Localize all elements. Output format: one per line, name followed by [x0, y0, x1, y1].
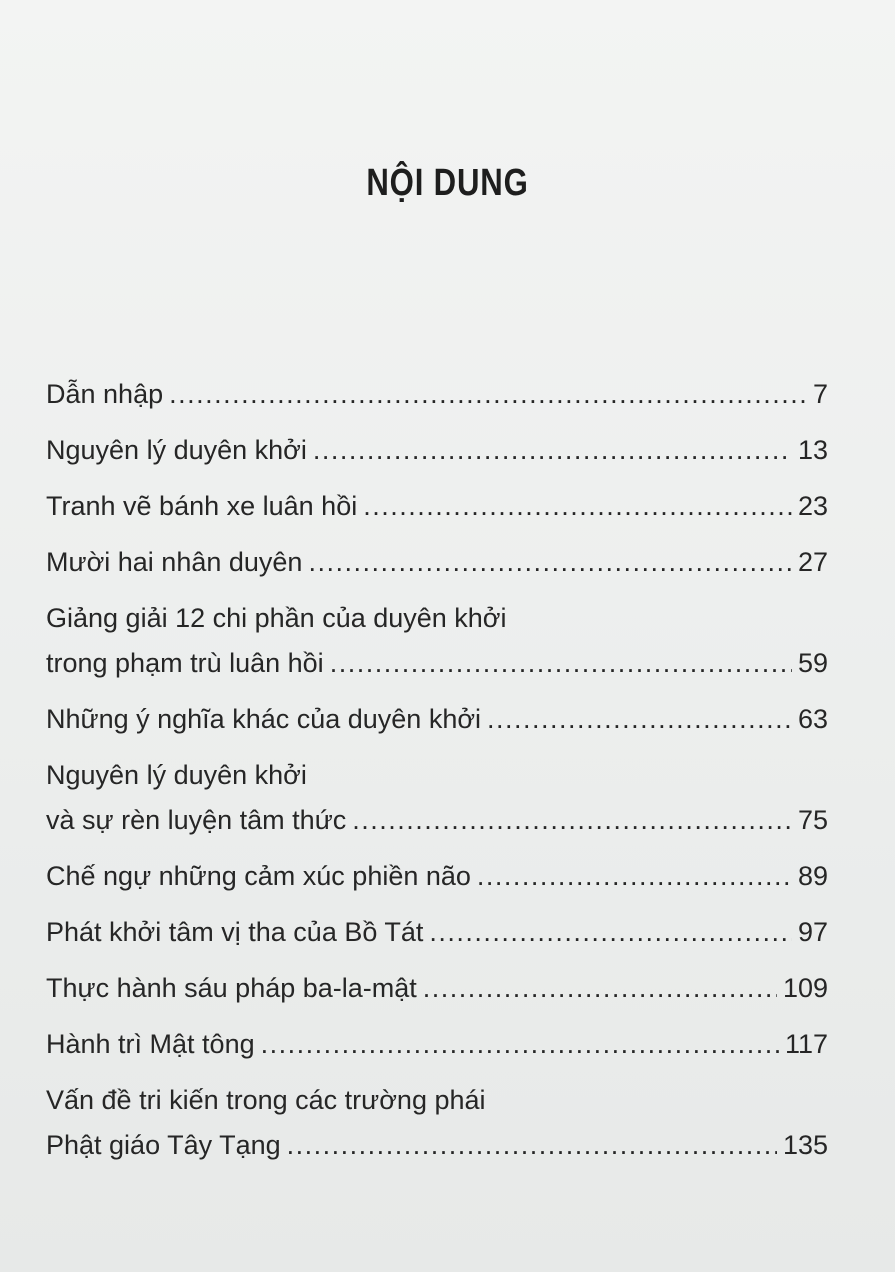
- toc-entry: [46, 428, 828, 473]
- toc-entry-label: trong phạm trù luân hồi: [46, 648, 324, 678]
- toc-page-number: 89: [797, 861, 828, 891]
- dot-leader: [477, 854, 792, 899]
- toc-entry-label-line1: Nguyên lý duyên khởi: [46, 760, 307, 790]
- toc-entry: [46, 596, 828, 686]
- toc-entry-label: Những ý nghĩa khác của duyên khởi: [46, 704, 482, 734]
- toc-entry: [46, 372, 828, 417]
- dot-leader: [429, 910, 792, 955]
- toc-entry-label: Chế ngự những cảm xúc phiền não: [46, 861, 471, 891]
- toc-entry-label: Phát khởi tâm vị tha của Bồ Tát: [46, 917, 424, 947]
- toc-page-number: 109: [782, 973, 828, 1003]
- toc-entry: [46, 753, 828, 843]
- dot-leader: [423, 966, 777, 1011]
- toc-entry: [46, 697, 828, 742]
- toc-entry-label: Thực hành sáu pháp ba-la-mật: [46, 973, 417, 1003]
- dot-leader: [313, 428, 792, 473]
- toc-entry: [46, 484, 828, 529]
- toc-entry-label: Dẫn nhập: [46, 379, 164, 409]
- toc-entry-label: Nguyên lý duyên khởi: [46, 435, 307, 465]
- toc-entry: [46, 854, 828, 899]
- toc-page-number: 135: [782, 1130, 828, 1160]
- dot-leader: [330, 641, 792, 686]
- toc-entry-label: Mười hai nhân duyên: [46, 547, 303, 577]
- toc-entry-label: Tranh vẽ bánh xe luân hồi: [46, 491, 358, 521]
- toc-entry: [46, 1022, 828, 1067]
- toc-entry-label: và sự rèn luyện tâm thức: [46, 805, 347, 835]
- table-of-contents: [46, 372, 828, 1179]
- dot-leader: [363, 484, 792, 529]
- toc-entry: [46, 1078, 828, 1168]
- dot-leader: [169, 372, 807, 417]
- toc-entry-label: Hành trì Mật tông: [46, 1029, 255, 1059]
- dot-leader: [352, 798, 792, 843]
- toc-entry-label-line1: Giảng giải 12 chi phần của duyên khởi: [46, 603, 507, 633]
- toc-entry-label: Phật giáo Tây Tạng: [46, 1130, 281, 1160]
- toc-page-number: 13: [797, 435, 828, 465]
- toc-page-number: 75: [797, 805, 828, 835]
- toc-page-number: 23: [797, 491, 828, 521]
- toc-entry-label-line1: Vấn đề tri kiến trong các trường phái: [46, 1085, 486, 1115]
- toc-entry: [46, 910, 828, 955]
- dot-leader: [287, 1123, 777, 1168]
- dot-leader: [487, 697, 792, 742]
- toc-page-number: 63: [797, 704, 828, 734]
- toc-page-number: 59: [797, 648, 828, 678]
- toc-entry: [46, 966, 828, 1011]
- toc-page-number: 27: [797, 547, 828, 577]
- toc-entry: [46, 540, 828, 585]
- dot-leader: [308, 540, 792, 585]
- dot-leader: [261, 1022, 779, 1067]
- page-title: NỘI DUNG: [366, 162, 529, 204]
- toc-page-number: 7: [812, 379, 828, 409]
- toc-page-number: 97: [797, 917, 828, 947]
- toc-page-number: 117: [784, 1029, 828, 1059]
